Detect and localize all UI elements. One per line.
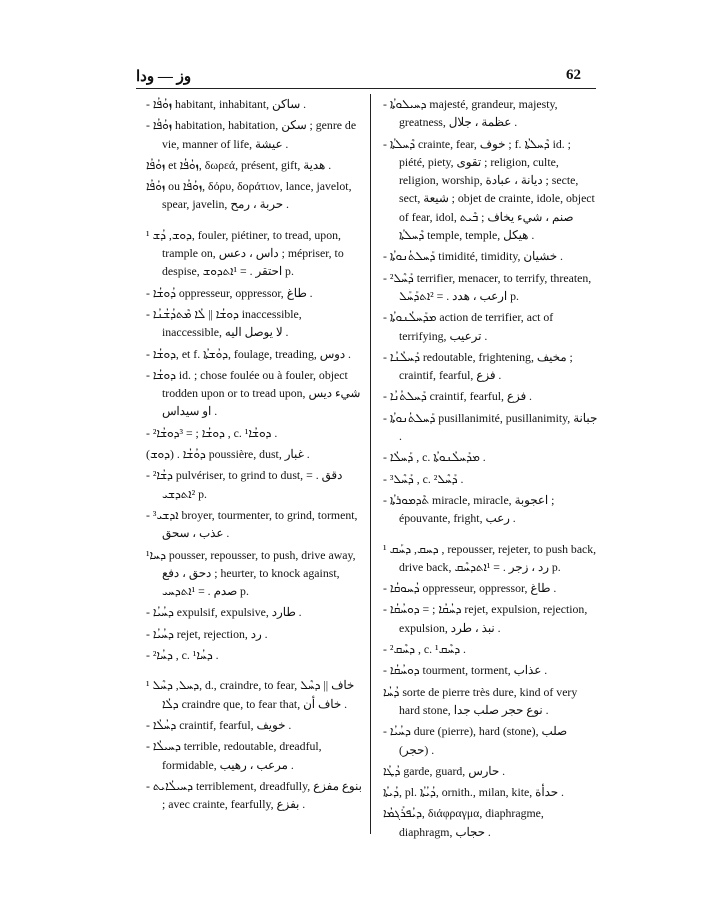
dictionary-entry: - ܕܶܚܠܬܳܐ crainte, fear, خوف ; f. ܕܶܚܠܬܳܐ id. ; piété, piety, تقوى ; religion, culte, religion, worship, ديانة ، عبادة ; secte, sect, شيعة ; objet de crainte, idole, object of fear, idol, صنم ، شيء يخاف ; ܒܶܝܬ ܕܶܚܠܬܳܐ temple, temple, هيكل . <box>383 136 595 243</box>
dictionary-entry: - ܙܘܳܦܳܐ habitant, inhabitant, ساكن . <box>146 97 307 111</box>
dictionary-entry: - ܕܚܝܠܘܬܳܐ majesté, grandeur, majesty, greatness, عظمة ، جلال . <box>383 97 558 130</box>
running-head: وز — ودا <box>136 69 192 85</box>
dictionary-entry: - ܕܘܫܳܐ id. ; chose foulée ou à fouler, object trodden upon or to tread upon, شيء ديس او سيداس . <box>146 367 361 419</box>
dictionary-entry: - ܕܳܚܘܩܳܐ oppresseur, oppressor, طاغ . <box>383 581 557 596</box>
dictionary-entry: - ³ܕܰܚܶܠ , c. ²ܕܰܚܶܠ . <box>383 471 464 486</box>
dictionary-entry: - ܕܰܚܠܬܳܢܘܬܳܐ timidité, timidity, خشيان . <box>383 249 563 264</box>
dictionary-entry: ¹ ܕܚܠ, ܕܚܶܠ, d., craindre, to fear, خاف || ܕܚܶܠ ܕܠܳܐ craindre que, to fear that, خاف أن . <box>146 678 355 711</box>
dictionary-entry: ܙܘܳܦܳܐ et ܙܘܳܦܳܐ, δωρεά, présent, gift, هدية . <box>146 157 332 172</box>
dictionary-entry: - ܕܘܫܳܐ, et f. ܕܘܳܫܬܳܐ, foulage, treading, دوس . <box>146 346 352 361</box>
dictionary-entry: - ܕܳܘܫܳܐ oppresseur, oppressor, طاغ . <box>146 285 313 300</box>
dictionary-entry: - ܕܰܚܠܬܳܢܘܬܳܐ pusillanimité, pusillanimity, جبانة . <box>383 410 598 444</box>
column-divider <box>370 94 371 834</box>
dictionary-entry: ܕܳܝܬܳܐ, pl. ܕܳܝܳܬܳܐ, ornith., milan, kite, حدأة . <box>383 785 564 800</box>
dictionary-entry: - ܕܰܚܠܳܐ , c. ܡܕܰܚܠܳܢܘܬܳܐ . <box>383 450 486 465</box>
dictionary-entry: - ܕܚܳܝܳܐ rejet, rejection, رد . <box>146 626 268 641</box>
dictionary-entry: - ܕܰܚܠܬܳܢܳܐ craintif, fearful, فزع . <box>383 389 533 404</box>
dictionary-entry: ¹ܕܚܐ pousser, repousser, to push, drive away, دحق ، دفع ; heurter, to knock against, صدم . = ¹ܐܬܕܚܝ p. <box>146 547 356 599</box>
dictionary-entry: ܕܳܛܳܐ garde, guard, حارس . <box>383 763 506 778</box>
right-column <box>383 95 598 844</box>
dictionary-entry: ¹ ܕܘܫ, ܕܳܫ, fouler, piétiner, to tread, upon, trample on, داس ، دعس ; mépriser, to despise, احتقر . = ¹ܐܬܕܘܫ p. <box>146 227 344 279</box>
dictionary-entry: - ²ܕܚܳܐ , c. ¹ܕܚܳܐ . <box>146 648 219 663</box>
dictionary-entry: - ³ܐܕܫܝ broyer, tourmenter, to grind, torment, عذب ، سحق . <box>146 507 358 541</box>
dictionary-entry: - ܕܚܝܠܳܐܝܬ terriblement, dreadfully, بنوع مفزع ; avec crainte, fearfully, بفزع . <box>146 778 362 812</box>
dictionary-entry: ¹ ܕܚܩ, ܕܚܰܩ , repousser, rejeter, to push back, drive back, رد ، زجر . = ¹ܐܬܕܚܶܩ p. <box>383 541 597 574</box>
dictionary-entry: ܕܝܳܦܪܰܓܡܳܐ, διάφραγμα, diaphragme, diaphragm, حجاب . <box>383 806 544 839</box>
dictionary-entry: ܙܘܳܦܳܐ ou ܙܘܳܦܳܐ, δόρυ, δοράτιον, lance, javelot, spear, javelin, حربة ، رمح . <box>146 179 352 212</box>
page-number: 62 <box>566 67 581 83</box>
dictionary-entry: - ܕܘܫܳܐ || ܠܳܐ ܡܶܬܕܳܫܳܢܳܐ inaccessible, inaccessible, لا يوصل اليه . <box>146 306 302 340</box>
dictionary-entry: - ܕܘܚܳܩܳܐ tourment, torment, عذاب . <box>383 663 548 678</box>
dictionary-entry: (ܕܘܫ) . ܕܘܳܫܳܐ poussière, dust, غبار . <box>146 447 310 462</box>
dictionary-entry: - ܕܚܳܠܳܐ craintif, fearful, خويف . <box>146 717 292 732</box>
dictionary-entry: - ܕܚܳܩܳܐ ; = ܕܘܚܳܩܳܐ rejet, expulsion, rejection, expulsion, نبذ ، طرد . <box>383 602 588 635</box>
dictionary-entry: - ²ܕܫܳܐ pulvériser, to grind to dust, دقق . = ²ܐܬܕܫܝ p. <box>146 468 343 501</box>
dictionary-entry: - ²ܕܰܚܶܠ terrifier, menacer, to terrify, threaten, ارعب ، هدد . = ²ܐܬܕܰܚܰܠ p. <box>383 270 592 303</box>
dictionary-entry: - ܕܚܳܝܳܐ dure (pierre), hard (stone), صلب (حجر) . <box>383 724 568 757</box>
left-column <box>146 95 364 816</box>
dictionary-entry: - ²ܕܘܫܳܐ ; = ³ܕܘܫܳܐ , c. ¹ܕܘܫܳܐ . <box>146 425 278 440</box>
dictionary-entry: - ܬܶܕܡܘܪܬܳܐ miracle, miracle, اعجوبة ; épouvante, fright, رعب . <box>383 492 555 526</box>
dictionary-entry: - ܕܚܳܝܳܐ expulsif, expulsive, طارد . <box>146 605 302 620</box>
dictionary-entry: - ܕܚܝܠܳܐ terrible, redoutable, dreadful, formidable, مرعب ، رهيب . <box>146 739 322 772</box>
dictionary-entry: - ܕܰܚܠܳܢܳܐ redoutable, frightening, مخيف ; craintif, fearful, فزع . <box>383 349 573 383</box>
dictionary-entry: - ²ܕܚܶܩ , c. ¹ܕܚܶܩ . <box>383 642 467 657</box>
header-rule <box>136 88 596 89</box>
dictionary-entry: ܕܳܚܳܐ sorte de pierre très dure, kind of very hard stone, نوع حجر صلب جدا . <box>383 684 578 717</box>
dictionary-entry: - ܡܕܰܚܠܳܢܘܬܳܐ action de terrifier, act of terrifying, ترعيب . <box>383 310 554 343</box>
dictionary-entry: - ܙܘܳܦܳܐ habitation, habitation, سكن ; genre de vie, manner of life, عيشة . <box>146 118 357 151</box>
